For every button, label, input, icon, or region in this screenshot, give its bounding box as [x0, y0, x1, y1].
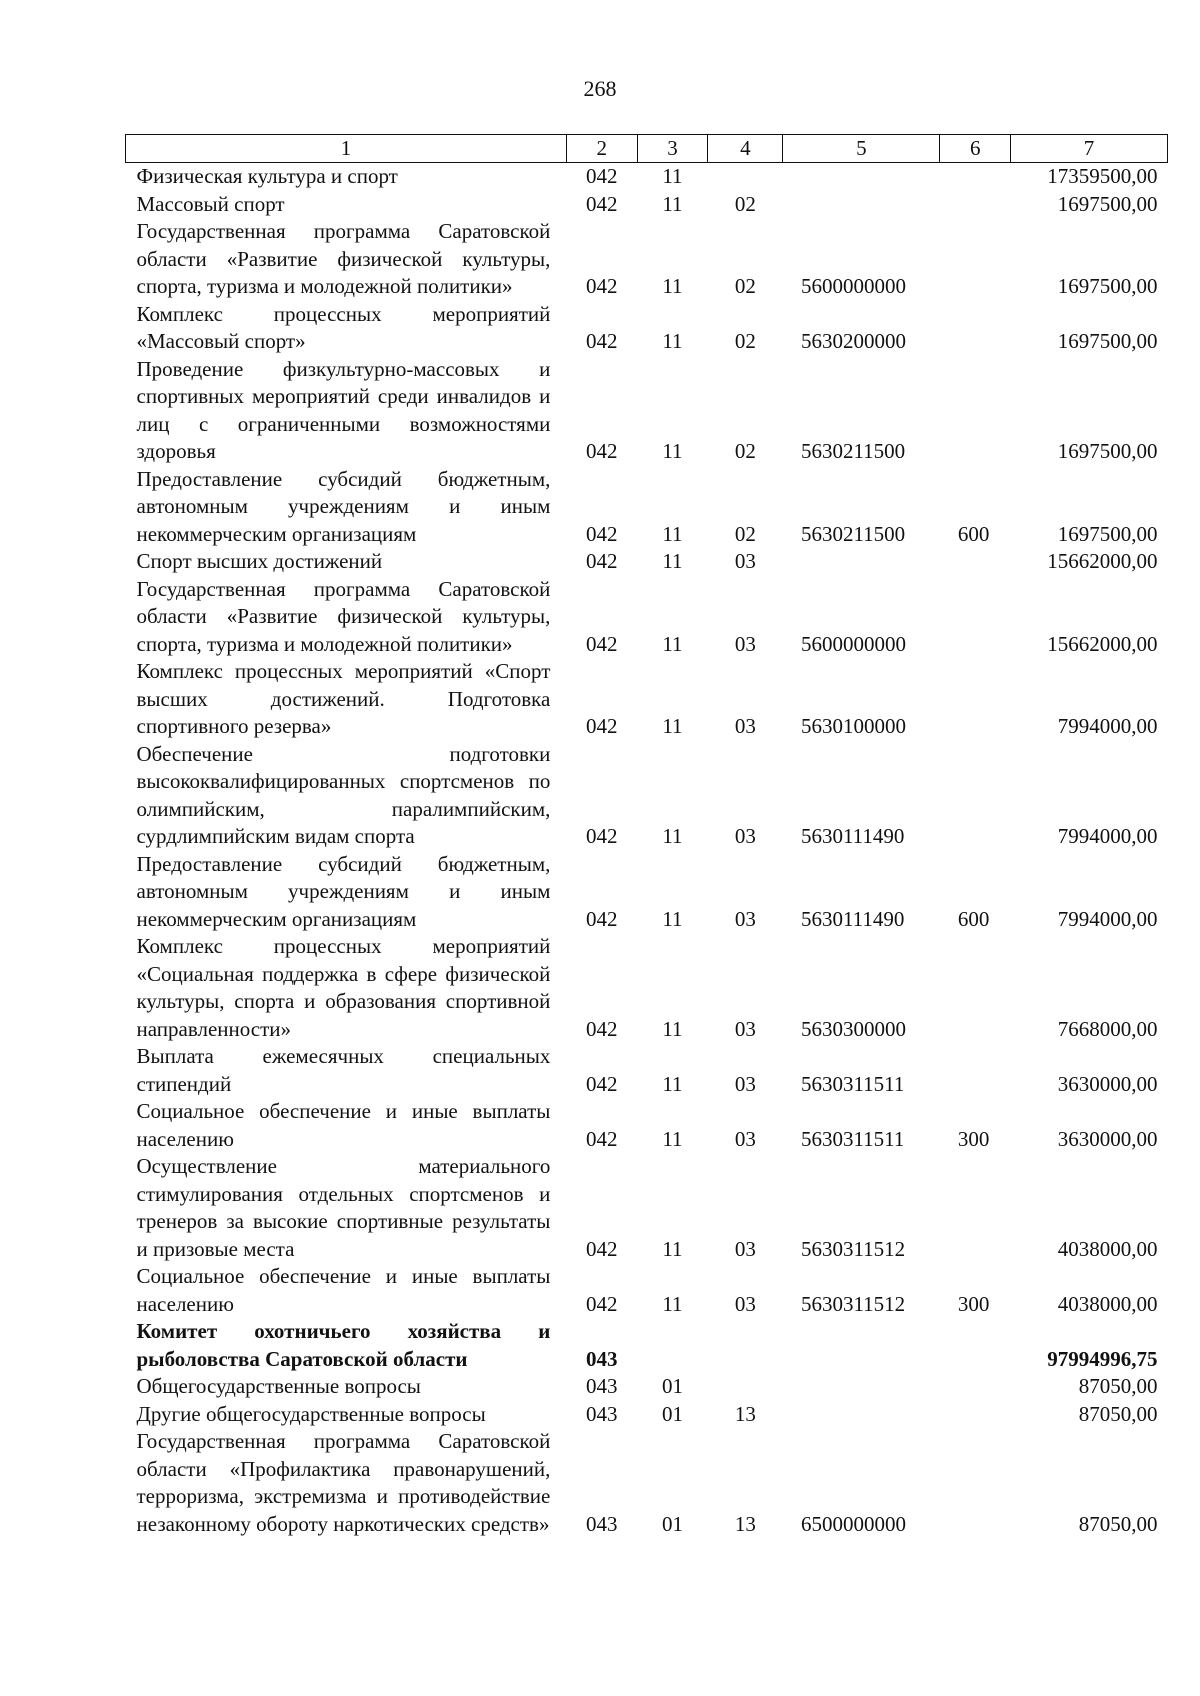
subsection-code: 02 — [734, 329, 756, 353]
amount: 1697500,00 — [1057, 521, 1158, 546]
section-code: 11 — [662, 191, 683, 216]
row-name: Государственная программа Саратовской области «Профилактика правонарушений, терроризма, экстремизма и противодействие незаконному обороту наркотических средств» — [136, 1429, 551, 1536]
expense-type-code — [940, 191, 1011, 219]
amount: 3630000,00 — [1057, 1071, 1158, 1096]
amount: 1697500,00 — [1057, 329, 1158, 353]
row-name: Социальное обеспечение и иные выплаты населению — [136, 1099, 551, 1151]
row-name: Комплекс процессных мероприятий «Социальная поддержка в сфере физической культуры, спорта и образования спортивной направленности» — [136, 934, 551, 1041]
table-row — [126, 548, 1168, 576]
table-row — [126, 1401, 1168, 1429]
expense-type-code — [940, 1373, 1011, 1401]
table-row — [126, 301, 1168, 356]
table-row — [126, 658, 1168, 741]
table-row — [126, 1043, 1168, 1098]
row-name: Комитет охотничьего хозяйства и рыболовства Саратовской области — [136, 1319, 551, 1371]
expense-type-code: 600 — [957, 521, 990, 546]
section-code: 11 — [662, 274, 683, 298]
section-code: 11 — [662, 1126, 683, 1151]
amount: 1697500,00 — [1057, 274, 1158, 298]
subsection-code: 03 — [734, 1126, 756, 1151]
table-row — [126, 1263, 1168, 1318]
column-header-3: 3 — [637, 135, 708, 163]
expense-type-code — [940, 356, 1011, 466]
row-name: Массовый спорт — [136, 191, 285, 216]
expense-type-code — [940, 548, 1011, 576]
target-article-code: 5630111490 — [800, 906, 905, 931]
ministry-code: 043 — [585, 1401, 618, 1426]
section-code: 01 — [661, 1511, 683, 1536]
ministry-code: 042 — [585, 906, 618, 931]
amount: 3630000,00 — [1057, 1126, 1158, 1151]
target-article-code: 5600000000 — [800, 274, 906, 298]
table-row — [126, 163, 1168, 191]
section-code: 11 — [662, 329, 683, 353]
subsection-code: 02 — [734, 274, 756, 298]
section-code: 01 — [661, 1401, 683, 1426]
subsection-code: 03 — [734, 1071, 756, 1096]
section-code: 11 — [662, 549, 683, 573]
target-article-code: 5630211500 — [800, 439, 906, 463]
target-article-code — [783, 191, 940, 219]
section-code: 11 — [662, 1016, 683, 1041]
ministry-code: 043 — [585, 1346, 618, 1371]
expense-type-code — [940, 576, 1011, 659]
target-article-code: 5630300000 — [800, 1016, 906, 1041]
section-code: 11 — [662, 714, 683, 738]
row-name: Осуществление материального стимулирования отдельных спортсменов и тренеров за высокие спортивные результаты и призовые места — [136, 1154, 551, 1261]
target-article-code — [783, 1318, 940, 1373]
row-name: Другие общегосударственные вопросы — [136, 1401, 486, 1426]
expense-type-code — [940, 218, 1011, 301]
ministry-code: 042 — [585, 824, 618, 848]
row-name: Общегосударственные вопросы — [136, 1374, 421, 1398]
row-name: Проведение физкультурно-массовых и спортивных мероприятий среди инвалидов и лиц с ограниченными возможностями здоровья — [136, 356, 551, 463]
expense-type-code — [940, 1428, 1011, 1538]
column-header-6: 6 — [940, 135, 1011, 163]
table-row — [126, 1428, 1168, 1538]
target-article-code — [783, 1373, 940, 1401]
amount: 87050,00 — [1078, 1511, 1158, 1536]
column-header-4: 4 — [708, 135, 783, 163]
amount: 17359500,00 — [1047, 164, 1158, 188]
row-name: Государственная программа Саратовской области «Развитие физической культуры, спорта, туризма и молодежной политики» — [136, 219, 551, 298]
table-row — [126, 466, 1168, 549]
target-article-code: 5630311512 — [800, 1236, 906, 1261]
row-name: Выплата ежемесячных специальных стипендий — [136, 1044, 551, 1096]
header-row — [126, 135, 1168, 163]
section-code: 11 — [662, 521, 683, 546]
target-article-code — [783, 548, 940, 576]
target-article-code — [783, 1401, 940, 1429]
row-name: Предоставление субсидий бюджетным, автономным учреждениям и иным некоммерческим организациям — [136, 466, 551, 546]
amount: 4038000,00 — [1057, 1236, 1158, 1261]
amount: 97994996,75 — [1047, 1346, 1158, 1371]
ministry-code: 042 — [585, 191, 618, 216]
ministry-code: 042 — [585, 521, 618, 546]
ministry-code: 043 — [585, 1511, 618, 1536]
table-row — [126, 1098, 1168, 1153]
row-name: Обеспечение подготовки высококвалифицированных спортсменов по олимпийским, паралимпийским, сурдлимпийским видам спорта — [136, 741, 551, 848]
table-row — [126, 576, 1168, 659]
ministry-code: 042 — [585, 329, 618, 353]
expense-type-code — [940, 741, 1011, 851]
target-article-code: 5600000000 — [800, 631, 906, 656]
target-article-code: 5630200000 — [800, 329, 906, 353]
expense-type-code — [940, 301, 1011, 356]
subsection-code: 03 — [734, 1016, 756, 1041]
ministry-code: 042 — [585, 1126, 618, 1151]
subsection-code: 03 — [734, 549, 756, 573]
section-code: 11 — [662, 631, 683, 656]
target-article-code: 5630100000 — [800, 714, 906, 738]
amount: 87050,00 — [1078, 1401, 1158, 1426]
table-row — [126, 191, 1168, 219]
section-code: 11 — [662, 1071, 683, 1096]
subsection-code: 02 — [734, 521, 756, 546]
column-header-5: 5 — [783, 135, 940, 163]
column-header-7: 7 — [1011, 135, 1168, 163]
amount: 1697500,00 — [1057, 439, 1158, 463]
expense-type-code: 600 — [957, 906, 990, 931]
page-number: 268 — [583, 76, 617, 101]
column-header-1: 1 — [126, 135, 567, 163]
target-article-code: 5630311511 — [800, 1071, 905, 1096]
subsection-code: 03 — [734, 714, 756, 738]
ministry-code: 042 — [585, 631, 618, 656]
subsection-code: 03 — [734, 1291, 756, 1316]
section-code: 11 — [662, 906, 683, 931]
table-row — [126, 356, 1168, 466]
table-body — [126, 163, 1168, 1539]
ministry-code: 042 — [585, 1016, 618, 1041]
table-row — [126, 1153, 1168, 1263]
amount: 87050,00 — [1078, 1374, 1158, 1398]
row-name: Социальное обеспечение и иные выплаты населению — [136, 1264, 551, 1316]
table-row — [126, 933, 1168, 1043]
target-article-code: 5630311511 — [800, 1126, 905, 1151]
expense-type-code — [940, 658, 1011, 741]
ministry-code: 042 — [585, 1071, 618, 1096]
section-code: 11 — [662, 824, 683, 848]
subsection-code: 03 — [734, 631, 756, 656]
subsection-code: 03 — [734, 1236, 756, 1261]
expense-type-code — [940, 163, 1011, 191]
section-code: 11 — [662, 439, 683, 463]
budget-table — [125, 134, 1168, 1538]
table-row — [126, 1318, 1168, 1373]
expense-type-code — [940, 1153, 1011, 1263]
row-name: Комплекс процессных мероприятий «Массовый спорт» — [136, 301, 551, 353]
ministry-code: 042 — [585, 714, 618, 738]
amount: 15662000,00 — [1047, 549, 1158, 573]
amount: 4038000,00 — [1057, 1291, 1158, 1316]
table-row — [126, 1373, 1168, 1401]
section-code: 11 — [662, 1291, 683, 1316]
subsection-code: 13 — [734, 1401, 756, 1426]
amount: 1697500,00 — [1057, 191, 1158, 216]
subsection-code — [708, 1318, 783, 1373]
amount: 7994000,00 — [1057, 714, 1158, 738]
row-name: Физическая культура и спорт — [136, 164, 398, 188]
row-name: Спорт высших достижений — [136, 549, 383, 573]
amount: 7994000,00 — [1057, 906, 1158, 931]
target-article-code: 5630211500 — [800, 521, 906, 546]
ministry-code: 042 — [585, 164, 618, 188]
subsection-code: 02 — [734, 191, 756, 216]
expense-type-code — [940, 1043, 1011, 1098]
target-article-code: 5630111490 — [800, 824, 905, 848]
target-article-code: 5630311512 — [800, 1291, 906, 1316]
target-article-code — [783, 163, 940, 191]
amount: 7994000,00 — [1057, 824, 1158, 848]
subsection-code — [708, 163, 783, 191]
expense-type-code: 300 — [957, 1126, 990, 1151]
subsection-code — [708, 1373, 783, 1401]
expense-type-code: 300 — [957, 1291, 990, 1316]
subsection-code: 13 — [734, 1511, 756, 1536]
section-code: 11 — [662, 1236, 683, 1261]
column-header-2: 2 — [566, 135, 637, 163]
table-row — [126, 218, 1168, 301]
expense-type-code — [940, 1401, 1011, 1429]
ministry-code: 042 — [585, 274, 618, 298]
ministry-code: 042 — [585, 439, 618, 463]
section-code: 01 — [661, 1374, 683, 1398]
subsection-code: 03 — [734, 824, 756, 848]
row-name: Государственная программа Саратовской области «Развитие физической культуры, спорта, туризма и молодежной политики» — [136, 576, 551, 656]
ministry-code: 042 — [585, 549, 618, 573]
row-name: Комплекс процессных мероприятий «Спорт высших достижений. Подготовка спортивного резерва» — [136, 659, 551, 738]
ministry-code: 042 — [585, 1291, 618, 1316]
table-row — [126, 741, 1168, 851]
expense-type-code — [940, 933, 1011, 1043]
section-code: 11 — [662, 164, 683, 188]
section-code — [637, 1318, 708, 1373]
subsection-code: 02 — [734, 439, 756, 463]
ministry-code: 043 — [585, 1374, 618, 1398]
row-name: Предоставление субсидий бюджетным, автономным учреждениям и иным некоммерческим организациям — [136, 851, 551, 931]
expense-type-code — [940, 1318, 1011, 1373]
table-row — [126, 851, 1168, 934]
amount: 15662000,00 — [1047, 631, 1158, 656]
subsection-code: 03 — [734, 906, 756, 931]
target-article-code: 6500000000 — [800, 1511, 906, 1536]
ministry-code: 042 — [585, 1236, 618, 1261]
amount: 7668000,00 — [1057, 1016, 1158, 1041]
